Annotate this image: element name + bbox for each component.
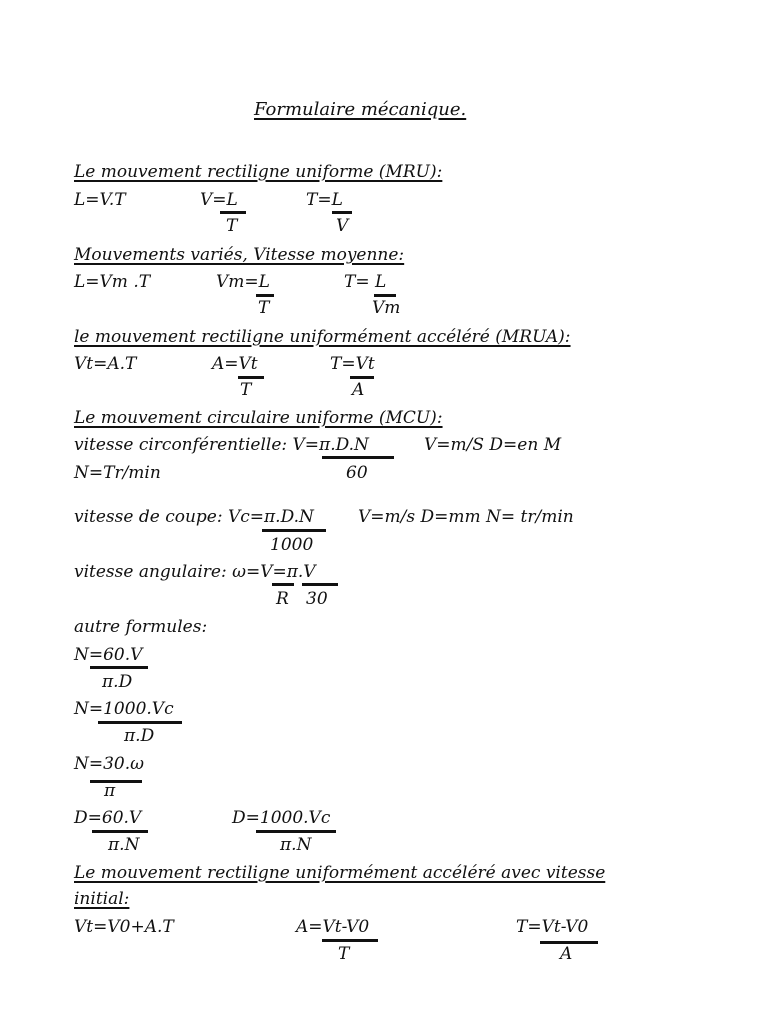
formula-mrua-accel-numerator: A=Vt: [212, 354, 258, 374]
formula-circumferential-speed-denominator: 60: [346, 463, 368, 483]
formula-mrua-initial-accel-numerator: A=Vt-V0: [296, 917, 370, 937]
fraction-bar: [256, 294, 274, 297]
fraction-bar: [98, 721, 182, 724]
formula-n3-denominator: π: [104, 781, 116, 801]
section-heading-mrua-initial-line2: initial:: [74, 889, 130, 909]
formula-mrua-speed: Vt=A.T: [74, 354, 137, 374]
fraction-bar: [322, 939, 378, 942]
page-title: Formulaire mécanique.: [254, 99, 467, 120]
formula-mru-time-numerator: T=L: [306, 190, 343, 210]
formula-mru-speed-numerator: V=L: [200, 190, 238, 210]
section-heading-other-formulas: autre formules:: [74, 617, 208, 637]
fraction-bar: [90, 666, 148, 669]
formula-mrua-initial-accel-denominator: T: [338, 944, 350, 964]
formula-cutting-speed-denominator: 1000: [270, 535, 314, 555]
fraction-bar: [256, 830, 336, 833]
section-heading-mcu: Le mouvement circulaire uniforme (MCU):: [74, 408, 443, 428]
formula-varies-time-denominator: Vm: [372, 298, 401, 318]
section-heading-mrua: le mouvement rectiligne uniformément accéléré (MRUA):: [74, 327, 571, 347]
formula-angular-speed-denominator-30: 30: [306, 589, 328, 609]
formula-cutting-speed-numerator: vitesse de coupe: Vc=π.D.N: [74, 507, 314, 527]
fraction-bar: [92, 830, 148, 833]
fraction-bar: [350, 376, 374, 379]
formula-n2-denominator: π.D: [124, 726, 155, 746]
formula-d2-denominator: π.N: [280, 835, 312, 855]
formula-n3-numerator: N=30.ω: [74, 754, 145, 774]
formula-varies-time-numerator: T= L: [344, 272, 387, 292]
formula-varies-speed-denominator: T: [258, 298, 270, 318]
formula-mru-distance: L=V.T: [74, 190, 126, 210]
formula-d1-numerator: D=60.V: [74, 808, 142, 828]
fraction-bar: [238, 376, 264, 379]
fraction-bar: [220, 211, 246, 214]
formula-n2-numerator: N=1000.Vc: [74, 699, 174, 719]
formula-mru-speed-denominator: T: [226, 216, 238, 236]
formula-mrua-initial-time-numerator: T=Vt-V0: [516, 917, 589, 937]
formula-circumferential-units: V=m/S D=en M: [424, 435, 562, 455]
formula-n1-denominator: π.D: [102, 672, 133, 692]
formula-d2-numerator: D=1000.Vc: [232, 808, 331, 828]
formula-mrua-time-numerator: T=Vt: [330, 354, 375, 374]
fraction-bar: [302, 583, 338, 586]
formula-mrua-initial-speed: Vt=V0+A.T: [74, 917, 174, 937]
formula-mrua-initial-time-denominator: A: [560, 944, 573, 964]
formula-mrua-time-denominator: A: [352, 380, 365, 400]
formula-circumferential-speed-numerator: vitesse circonférentielle: V=π.D.N: [74, 435, 369, 455]
fraction-bar: [374, 294, 396, 297]
fraction-bar: [322, 456, 394, 459]
formula-d1-denominator: π.N: [108, 835, 140, 855]
fraction-bar: [332, 211, 352, 214]
formula-mru-time-denominator: V: [336, 216, 349, 236]
formula-circumferential-unit-n: N=Tr/min: [74, 463, 161, 483]
section-heading-varies: Mouvements variés, Vitesse moyenne:: [74, 245, 405, 265]
fraction-bar: [272, 583, 294, 586]
formula-angular-speed-denominator-r: R: [276, 589, 289, 609]
section-heading-mru: Le mouvement rectiligne uniforme (MRU):: [74, 162, 443, 182]
fraction-bar: [262, 529, 326, 532]
section-heading-mrua-initial-line1: Le mouvement rectiligne uniformément accéléré avec vitesse: [74, 863, 606, 883]
formula-varies-speed-numerator: Vm=L: [216, 272, 270, 292]
formula-angular-speed-numerator: vitesse angulaire: ω=V=π.V: [74, 562, 316, 582]
formula-cutting-speed-units: V=m/s D=mm N= tr/min: [358, 507, 574, 527]
formula-n1-numerator: N=60.V: [74, 645, 143, 665]
formula-mrua-accel-denominator: T: [240, 380, 252, 400]
fraction-bar: [90, 780, 142, 783]
formula-varies-distance: L=Vm .T: [74, 272, 151, 292]
